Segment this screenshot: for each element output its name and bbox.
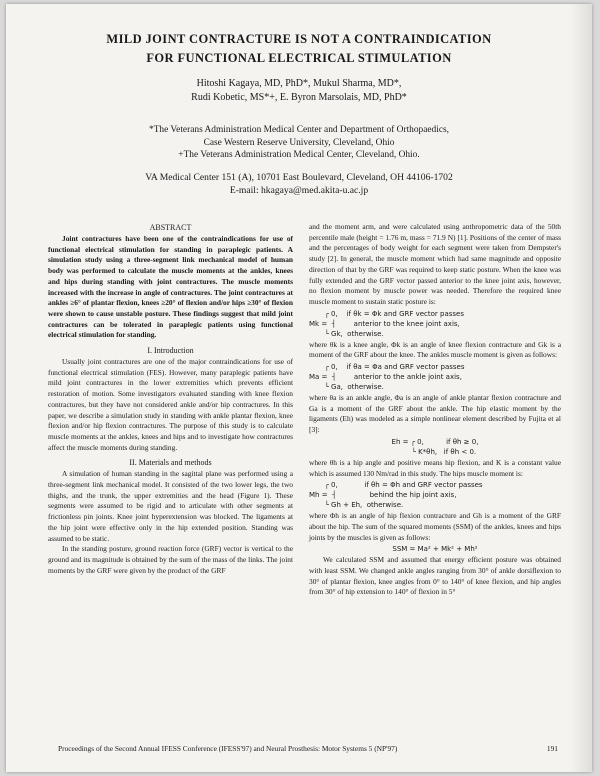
equation-hip-elastic: Eh = ┌ 0, if θh ≥ 0, └ K*θh, if θh < 0. <box>391 437 479 456</box>
page-footer <box>58 744 558 754</box>
right-paragraph-5: where Φh is an angle of hip flexion contracture and Gh is a moment of the GRF about the hip. The sum of the squared moments (SSM) of the ankles, knees and hips joints by the muscles is given as follows: <box>309 511 561 542</box>
author-list <box>6 77 592 105</box>
equation-ssm: SSM = Ma² + Mk² + Mh² <box>392 545 478 554</box>
page-number: 191 <box>546 744 558 753</box>
abstract-heading: ABSTRACT <box>149 223 192 232</box>
authors-line-2: Rudi Kobetic, MS*+, E. Byron Marsolais, MD, PhD* <box>191 92 407 103</box>
left-column <box>48 222 293 576</box>
equation-ankle-moment: ┌ 0, if θa = Φa and GRF vector passes Ma = ┤ anterior to the ankle joint axis, └ Ga, otherwise. <box>309 363 465 392</box>
right-paragraph-3: where θa is an ankle angle, Φa is an angle of ankle plantar flexion contracture and Ga is a moment of the GRF about the ankle. The hip elastic moment by the ligaments (Eh) was modeled as a simple nonlinear element described by Fujita et al [3]: <box>309 393 561 435</box>
methods-paragraph-2: In the standing posture, ground reaction force (GRF) vector is vertical to the ground and its magnitude is obtained by the sum of the mass of the links. The joint moments by the GRF were given by the product of the GRF <box>48 544 293 575</box>
right-paragraph-1: and the moment arm, and were calculated using anthropometric data of the 50th percentile male (height = 1.76 m, mass = 71.9 N) [1]. Positions of the center of mass and the percentages of body weight for each segment were taken from Dempster's study [2]. In general, the muscle moment which had same magnitude and opposite direction of that by the GRF was required to keep static posture. When the knee was fully extended and the GRF vector passed anterior to the knee joint axis, however, no flexion moment by muscle power was needed. Therefore the required knee muscle moment to sustain static posture is: <box>309 222 561 306</box>
right-paragraph-6: We calculated SSM and assumed that energy efficient posture was obtained with least SSM. We changed ankle angles ranging from 30° of ankle dorsiflexion to 30° of plantar flexion, knee angles from 0° to 140° of knee flexion, and hip angles from 30° of hip extension to 140° of flexion in 5° <box>309 555 561 597</box>
paper-title <box>6 30 592 68</box>
equation-knee-moment: ┌ 0, if θk = Φk and GRF vector passes Mk = ┤ anterior to the knee joint axis, └ Gk, otherwise. <box>309 309 465 338</box>
title-line-2: FOR FUNCTIONAL ELECTRICAL STIMULATION <box>146 51 452 65</box>
paper-page <box>6 4 592 772</box>
right-paragraph-2: where θk is a knee angle, Φk is an angle of knee flexion contracture and Gk is a moment of the GRF about the knee. The ankles muscle moment is given as follows: <box>309 339 561 360</box>
introduction-text: Usually joint contractures are one of the major contraindications for use of functional electrical stimulation (FES). However, many paraplegic patients have mild joint contractures in the lower extremities which prevents efficient restoration of motion. Some investigators evaluated standing with knee flexion contractures, but they have not considered ankle and/or hip contractures. In this paper, we describe a simulation study in standing with ankle plantar flexion, knee flexion and/or hip flexion contractures. The purpose of this study is to calculate muscle moments at the ankles, knees and hips and to investigate how contractures affect the muscle moments during standing. <box>48 357 293 452</box>
title-line-1: MILD JOINT CONTRACTURE IS NOT A CONTRAINDICATION <box>106 32 492 46</box>
introduction-heading: I. Introduction <box>147 346 194 356</box>
right-column <box>309 222 561 598</box>
affiliation-line-3: +The Veterans Administration Medical Center, Cleveland, Ohio. <box>178 150 420 160</box>
right-paragraph-4: where θh is a hip angle and positive means hip flexion, and K is a constant value which is assumed 130 Nm/rad in this study. The hips muscle moment is: <box>309 457 561 478</box>
affiliations <box>6 124 592 162</box>
methods-heading: II. Materials and methods <box>129 458 212 468</box>
proceedings-citation: Proceedings of the Second Annual IFESS Conference (IFESS'97) and Neural Prosthesis: Motor Systems 5 (NP'97) <box>58 744 398 753</box>
address-line: VA Medical Center 151 (A), 10701 East Boulevard, Cleveland, OH 44106-1702 <box>145 172 453 183</box>
contact-address <box>6 171 592 197</box>
email-line: E-mail: hkagaya@med.akita-u.ac.jp <box>229 185 369 196</box>
abstract-text: Joint contractures have been one of the contraindications for use of functional electrical stimulation for standing in paraplegic patients. A simulation study using a three-segment link mechanical model of human body was performed to calculate the muscle moments at the ankles, knees and hips during standing with joint contractures. The muscle moments increased with the increase in angle of contractures. The joint contractures at ankles ≥6° of plantar flexion, knees ≥20° of flexion and/or hips ≥30° of flexion were shown to cause unstable posture. These findings suggest that mild joint contractures can be tolerated in paraplegic patients using functional electrical stimulation for standing. <box>48 234 293 340</box>
methods-paragraph-1: A simulation of human standing in the sagittal plane was performed using a three-segment link mechanical model. It consisted of the two lower legs, the two thighs, and the trunk, the upper extremities and the head (Figure 1). These segments were assumed to be rigid and to articulate with other segments at frictionless pin joints. Knee joint hyperextension was blocked. The ligaments at the hip joint were effective only in the hip extended position. Standing was assumed to be static. <box>48 469 293 543</box>
authors-line-1: Hitoshi Kagaya, MD, PhD*, Mukul Sharma, MD*, <box>196 78 402 89</box>
scan-shadow <box>570 4 592 772</box>
affiliation-line-1: *The Veterans Administration Medical Center and Department of Orthopaedics, <box>149 125 449 135</box>
affiliation-line-2: Case Western Reserve University, Cleveland, Ohio <box>203 137 395 148</box>
equation-hip-moment: ┌ 0, if θh = Φh and GRF vector passes Mh = ┤ behind the hip joint axis, └ Gh + Eh, otherwise. <box>309 481 483 510</box>
